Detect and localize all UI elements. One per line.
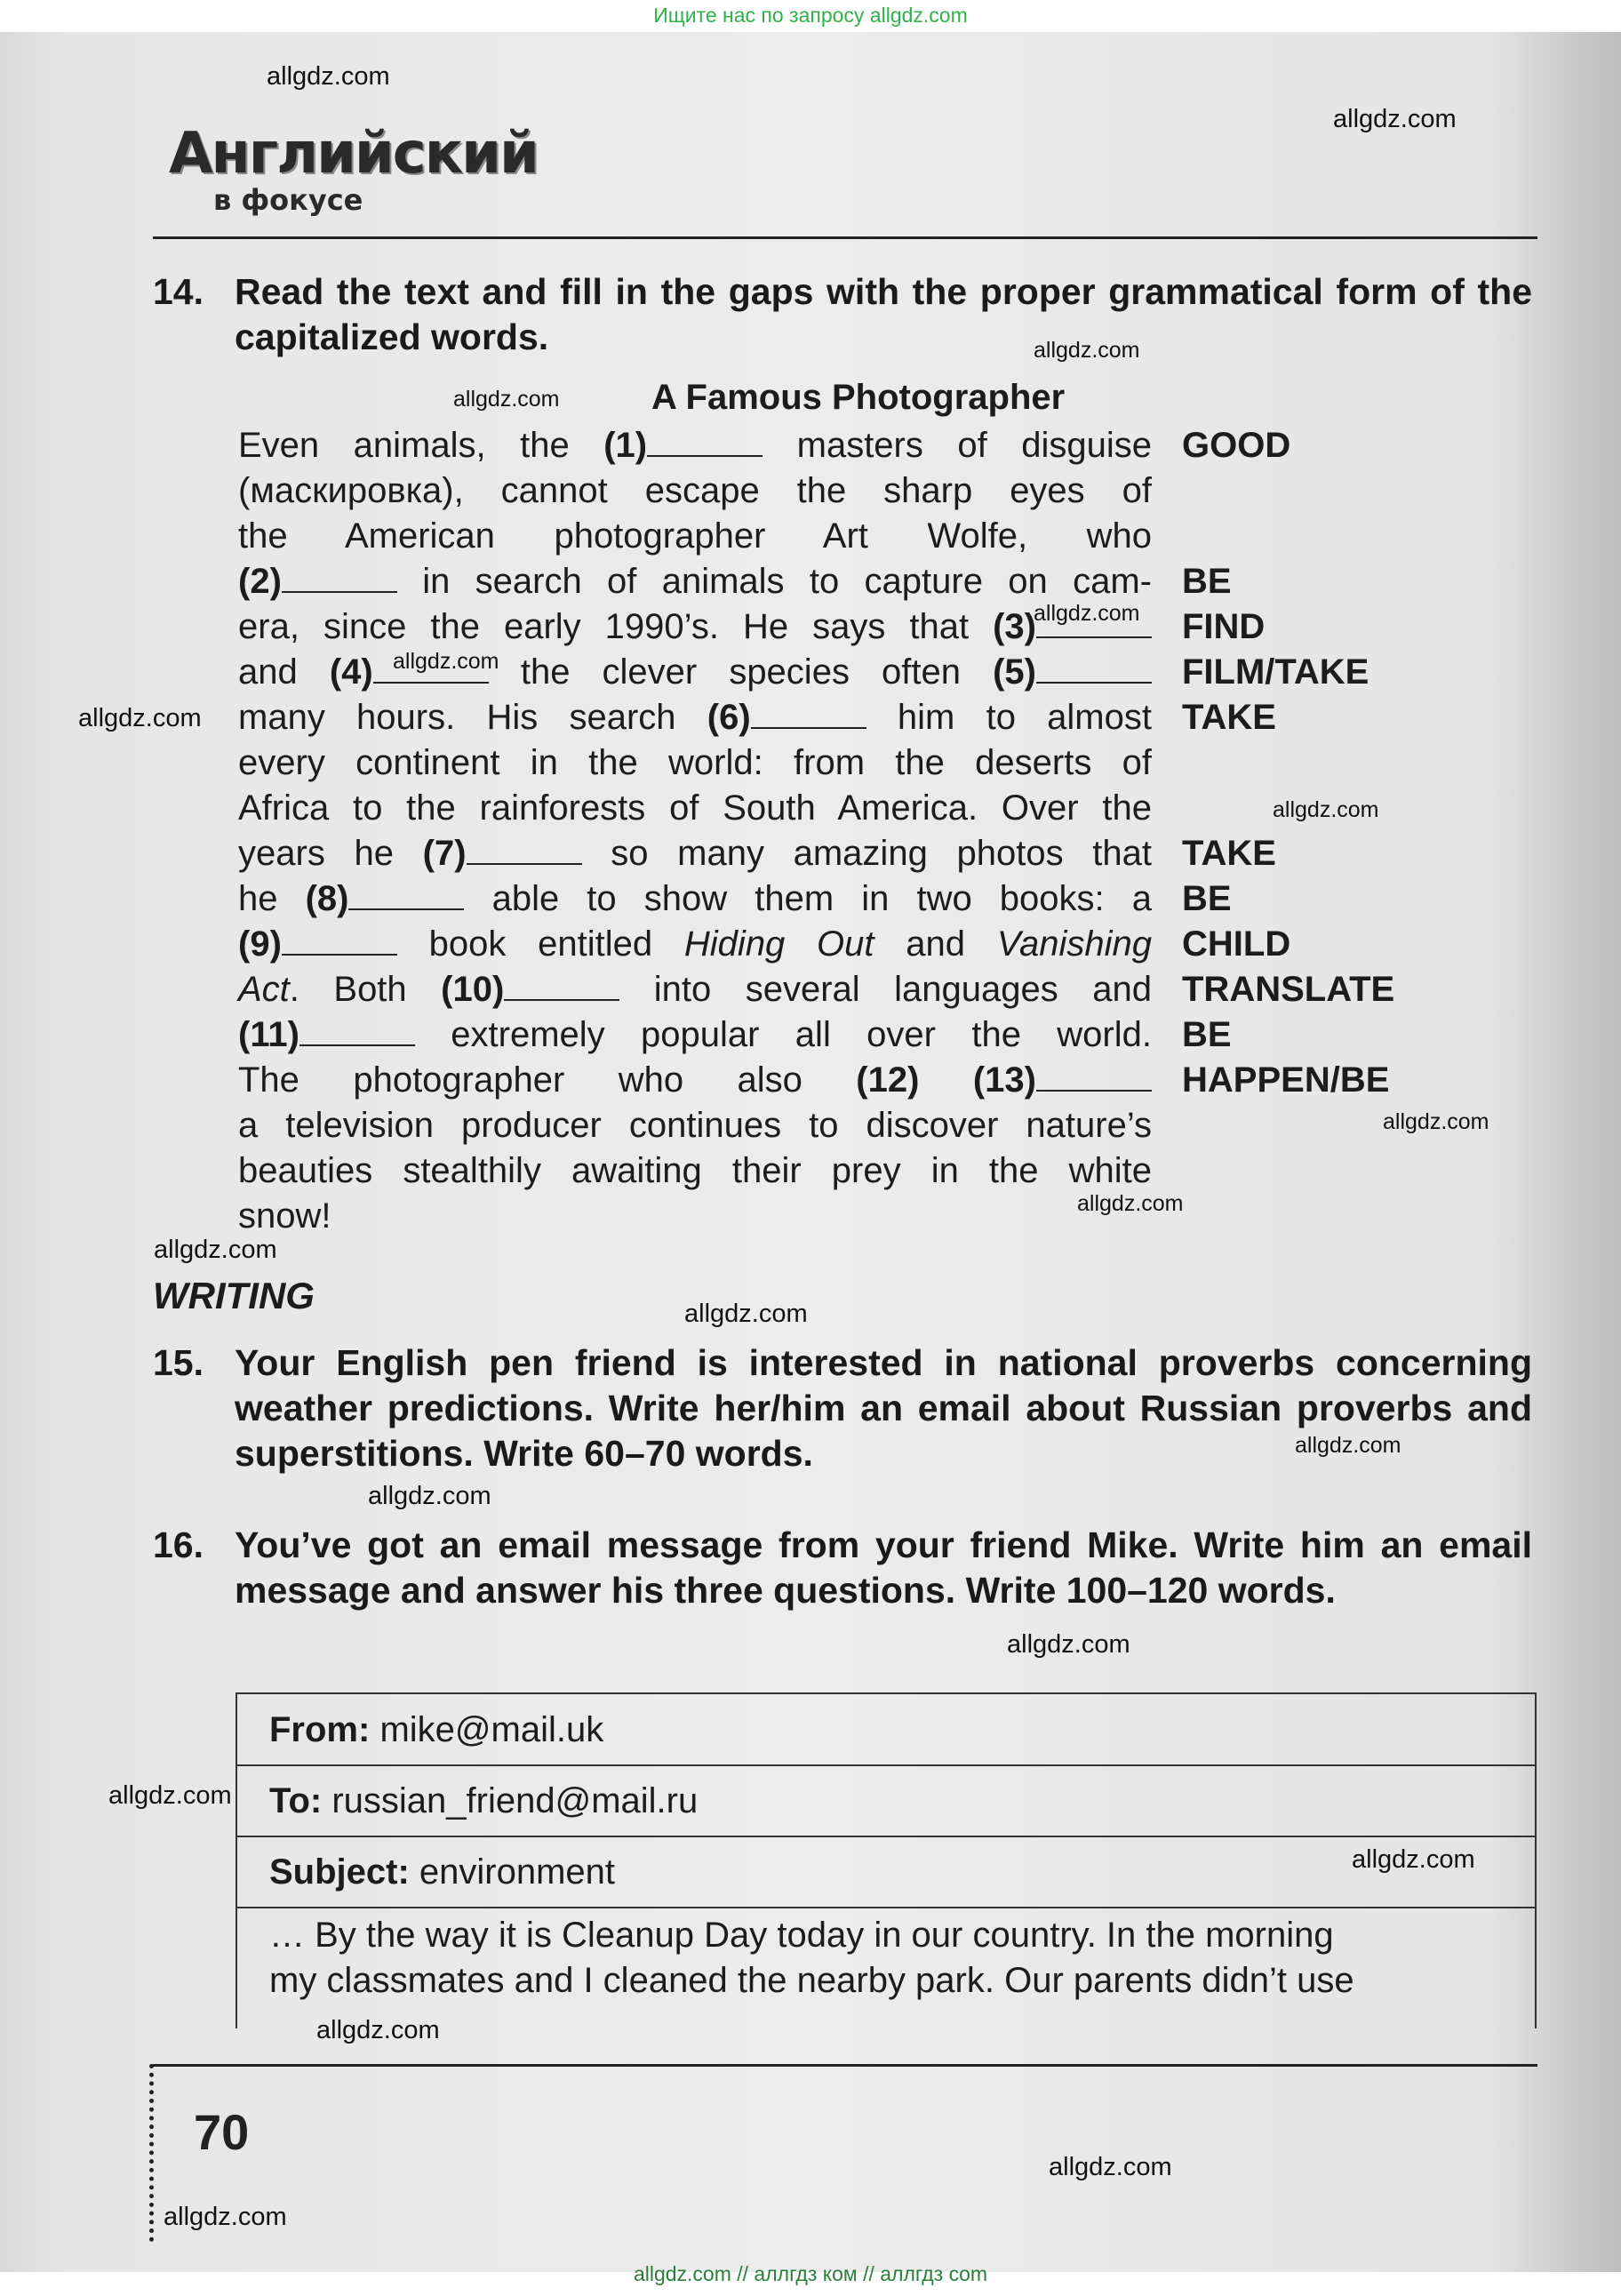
email-message xyxy=(236,1692,1537,2028)
text-line: (9) book entitled Hiding Out and Vanishing xyxy=(238,924,1153,964)
keyword: TAKE xyxy=(1182,834,1276,873)
story-text xyxy=(238,423,1152,1239)
keyword: GOOD xyxy=(1182,426,1291,465)
page-number: 70 xyxy=(194,2104,250,2160)
keyword: FIND xyxy=(1182,607,1266,646)
text-line: Act. Both (10) into several languages and xyxy=(238,970,1152,1009)
text-line: (11) extremely popular all over the world. xyxy=(238,1015,1152,1054)
logo-subtitle: в фокусе xyxy=(213,183,363,217)
book-title: Vanishing xyxy=(996,924,1153,964)
watermark: allgdz.com xyxy=(1049,2153,1172,2181)
email-subject-label: Subject: xyxy=(269,1852,410,1892)
watermark: allgdz.com xyxy=(1383,1109,1489,1134)
email-from-label: From: xyxy=(269,1710,371,1749)
text-line: (2) in search of animals to capture on cam- xyxy=(238,562,1152,601)
gap-label: (13) xyxy=(972,1060,1036,1100)
watermark: allgdz.com xyxy=(108,1781,232,1810)
gap-label: (1) xyxy=(603,426,648,465)
watermark: allgdz.com xyxy=(368,1482,491,1510)
gap-label: (5) xyxy=(993,652,1036,692)
watermark: allgdz.com xyxy=(1007,1630,1130,1659)
text-line: years he (7) so many amazing photos that xyxy=(238,834,1152,873)
email-to-row xyxy=(237,1765,1535,1837)
text-line: era, since the early 1990’s. He says that (3) xyxy=(238,604,1152,650)
watermark: allgdz.com xyxy=(684,1300,808,1328)
email-from-row xyxy=(237,1694,1535,1766)
section-heading: WRITING xyxy=(153,1275,315,1316)
watermark: allgdz.com xyxy=(1333,105,1457,133)
email-body xyxy=(269,1913,1505,2004)
text-line: The photographer who also (12) (13) xyxy=(238,1058,1152,1103)
watermark: allgdz.com xyxy=(1273,797,1379,822)
footer-dots xyxy=(149,2064,161,2242)
watermark: allgdz.com xyxy=(316,2016,440,2044)
keyword: HAPPEN/BE xyxy=(1182,1060,1390,1100)
task-15 xyxy=(153,1340,1539,1478)
email-subject: environment xyxy=(419,1852,616,1892)
task-instruction: Your English pen friend is interested in national proverbs concerning weather predictions. Write her/him an email about Russian proverbs and superstitions. Write 60–70 words. xyxy=(235,1342,1532,1474)
text-line: (маскировка), cannot escape the sharp eyes of xyxy=(238,471,1152,510)
task-instruction: You’ve got an email message from your friend Mike. Write him an email message and answer his three questions. Write 100–120 words. xyxy=(235,1524,1532,1611)
book-title: Hiding Out xyxy=(683,924,874,964)
book-logo xyxy=(169,121,538,228)
keyword: TAKE xyxy=(1182,698,1276,737)
text-line: Africa to the rainforests of South America. Over the xyxy=(238,788,1152,828)
watermark: allgdz.com xyxy=(1295,1433,1401,1458)
text-line: beauties stealthily awaiting their prey in the white xyxy=(238,1151,1152,1190)
task-14 xyxy=(153,269,1539,367)
keyword: BE xyxy=(1182,879,1232,918)
gap-label: (6) xyxy=(707,698,751,737)
watermark: allgdz.com xyxy=(1352,1845,1475,1874)
gap-label: (8) xyxy=(305,879,349,918)
story-title: A Famous Photographer xyxy=(651,378,1066,417)
gap-blank[interactable] xyxy=(1036,1060,1152,1092)
gap-label: (3) xyxy=(993,607,1036,646)
text-line: the American photographer Art Wolfe, who xyxy=(238,516,1152,556)
gap-blank[interactable] xyxy=(348,878,464,910)
watermark: allgdz.com xyxy=(1034,601,1140,626)
task-instruction: Read the text and fill in the gaps with the proper grammatical form of the capitalized words. xyxy=(235,271,1532,357)
gap-label: (2) xyxy=(238,562,282,601)
keyword: CHILD xyxy=(1182,924,1291,964)
keyword: TRANSLATE xyxy=(1182,970,1395,1009)
email-body-line: my classmates and I cleaned the nearby park. Our parents didn’t use xyxy=(269,1961,1354,2000)
gap-blank[interactable] xyxy=(751,697,866,729)
book-title: Act xyxy=(238,970,290,1009)
email-to: russian_friend@mail.ru xyxy=(331,1781,699,1820)
task-number: 14. xyxy=(153,271,204,312)
gap-label: (10) xyxy=(441,970,505,1009)
gap-blank[interactable] xyxy=(1036,606,1152,638)
footer-rule xyxy=(153,2064,1537,2067)
header-rule xyxy=(153,236,1537,239)
text-line: every continent in the world: from the deserts of xyxy=(238,743,1152,782)
gap-label: (4) xyxy=(329,652,373,692)
watermark: allgdz.com xyxy=(78,704,202,732)
text-line: many hours. His search (6) him to almost xyxy=(238,698,1152,737)
gap-label: (12) xyxy=(856,1060,920,1100)
task-number: 15. xyxy=(153,1342,204,1383)
gap-label: (7) xyxy=(422,834,467,873)
watermark: allgdz.com xyxy=(453,387,560,412)
text-line: a television producer continues to discover nature’s xyxy=(238,1106,1152,1145)
email-from: mike@mail.uk xyxy=(379,1710,604,1749)
text-line: he (8) able to show them in two books: a xyxy=(238,879,1152,918)
gap-blank[interactable] xyxy=(647,425,763,457)
gap-blank[interactable] xyxy=(1036,652,1152,684)
gap-blank[interactable] xyxy=(282,924,397,956)
email-to-label: To: xyxy=(269,1781,323,1820)
watermark: allgdz.com xyxy=(164,2203,287,2231)
task-16 xyxy=(153,1523,1539,1660)
email-body-line: … By the way it is Cleanup Day today in our country. In the morning xyxy=(269,1916,1334,1955)
gap-blank[interactable] xyxy=(504,969,619,1001)
bottom-banner[interactable]: allgdz.com // аллгдз ком // аллгдз com xyxy=(633,2262,988,2285)
keyword: FILM/TAKE xyxy=(1182,652,1369,692)
keyword: BE xyxy=(1182,1015,1232,1054)
gap-label: (9) xyxy=(238,924,282,964)
email-subject-row xyxy=(237,1836,1535,1908)
watermark: allgdz.com xyxy=(267,62,390,91)
watermark: allgdz.com xyxy=(154,1236,277,1264)
top-banner[interactable]: Ищите нас по запросу allgdz.com xyxy=(653,4,968,27)
task-number: 16. xyxy=(153,1524,204,1565)
watermark: allgdz.com xyxy=(393,649,499,674)
text-line: and (4) the clever species often (5) xyxy=(238,650,1152,695)
gap-blank[interactable] xyxy=(282,561,397,593)
logo-title: Английский xyxy=(169,121,538,187)
text-line: snow! xyxy=(238,1196,331,1236)
gap-blank[interactable] xyxy=(467,833,582,865)
gap-blank[interactable] xyxy=(373,652,489,684)
text-line: Even animals, the (1) masters of disguise xyxy=(238,426,1152,465)
watermark: allgdz.com xyxy=(1077,1191,1184,1216)
gap-blank[interactable] xyxy=(299,1014,415,1046)
keyword: BE xyxy=(1182,562,1232,601)
gap-label: (11) xyxy=(238,1015,299,1054)
watermark: allgdz.com xyxy=(1034,338,1140,363)
